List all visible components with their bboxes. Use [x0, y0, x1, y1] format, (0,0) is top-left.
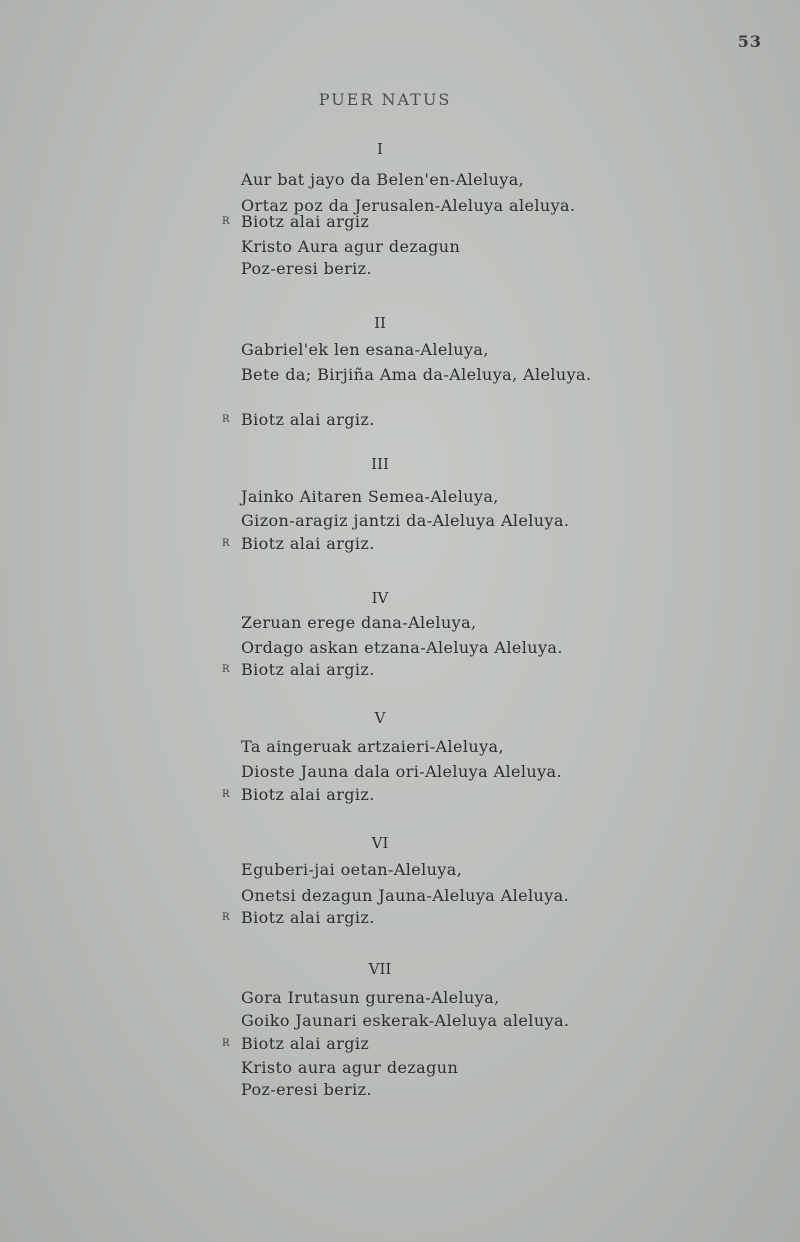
verse-line: Bete da; Birjiña Ama da-Aleluya, Aleluya.	[241, 365, 592, 384]
verse-line: Ordago askan etzana-Aleluya Aleluya.	[241, 638, 563, 657]
page-number: 53	[737, 32, 762, 51]
stanza-number: VII	[368, 960, 392, 978]
verse-line: Ta aingeruak artzaieri-Aleluya,	[241, 737, 504, 756]
verse-line: Zeruan erege dana-Aleluya,	[241, 613, 477, 632]
verse-line: Ortaz poz da Jerusalen-Aleluya aleluya.	[241, 196, 576, 215]
verse-line: Aur bat jayo da Belen'en-Aleluya,	[241, 170, 525, 189]
refrain-mark: R	[222, 1038, 230, 1049]
verse-line: Onetsi dezagun Jauna-Aleluya Aleluya.	[241, 886, 570, 905]
verse-line: Dioste Jauna dala ori-Aleluya Aleluya.	[241, 762, 562, 781]
verse-line: Biotz alai argiz.	[241, 908, 375, 927]
verse-line: Biotz alai argiz.	[241, 410, 375, 429]
verse-line: Jainko Aitaren Semea-Aleluya,	[241, 487, 499, 506]
stanza-number: III	[371, 455, 389, 473]
verse-line: Gabriel'ek len esana-Aleluya,	[241, 340, 489, 359]
verse-line: Gizon-aragiz jantzi da-Aleluya Aleluya.	[241, 511, 570, 530]
refrain-mark: R	[222, 789, 230, 800]
stanza-number: IV	[371, 589, 389, 607]
refrain-mark: R	[222, 538, 230, 549]
verse-line: Biotz alai argiz.	[241, 534, 375, 553]
refrain-mark: R	[222, 216, 230, 227]
verse-line: Gora Irutasun gurena-Aleluya,	[241, 988, 500, 1007]
verse-line: Biotz alai argiz.	[241, 785, 375, 804]
verse-line: Biotz alai argiz	[241, 1034, 370, 1053]
verse-line: Kristo aura agur dezagun	[241, 1058, 459, 1077]
stanza-number: VI	[371, 834, 389, 852]
stanza-number: II	[374, 314, 386, 332]
verse-line: Eguberi-jai oetan-Aleluya,	[241, 860, 463, 879]
page-title: PUER NATUS	[318, 90, 452, 109]
stanza-number: V	[374, 709, 386, 727]
verse-line: Goiko Jaunari eskerak-Aleluya aleluya.	[241, 1011, 570, 1030]
refrain-mark: R	[222, 414, 230, 425]
verse-line: Biotz alai argiz	[241, 212, 370, 231]
refrain-mark: R	[222, 664, 230, 675]
refrain-mark: R	[222, 912, 230, 923]
verse-line: Kristo Aura agur dezagun	[241, 237, 461, 256]
verse-line: Poz-eresi beriz.	[241, 259, 372, 278]
verse-line: Poz-eresi beriz.	[241, 1080, 372, 1099]
stanza-number: I	[377, 140, 383, 158]
verse-line: Biotz alai argiz.	[241, 660, 375, 679]
